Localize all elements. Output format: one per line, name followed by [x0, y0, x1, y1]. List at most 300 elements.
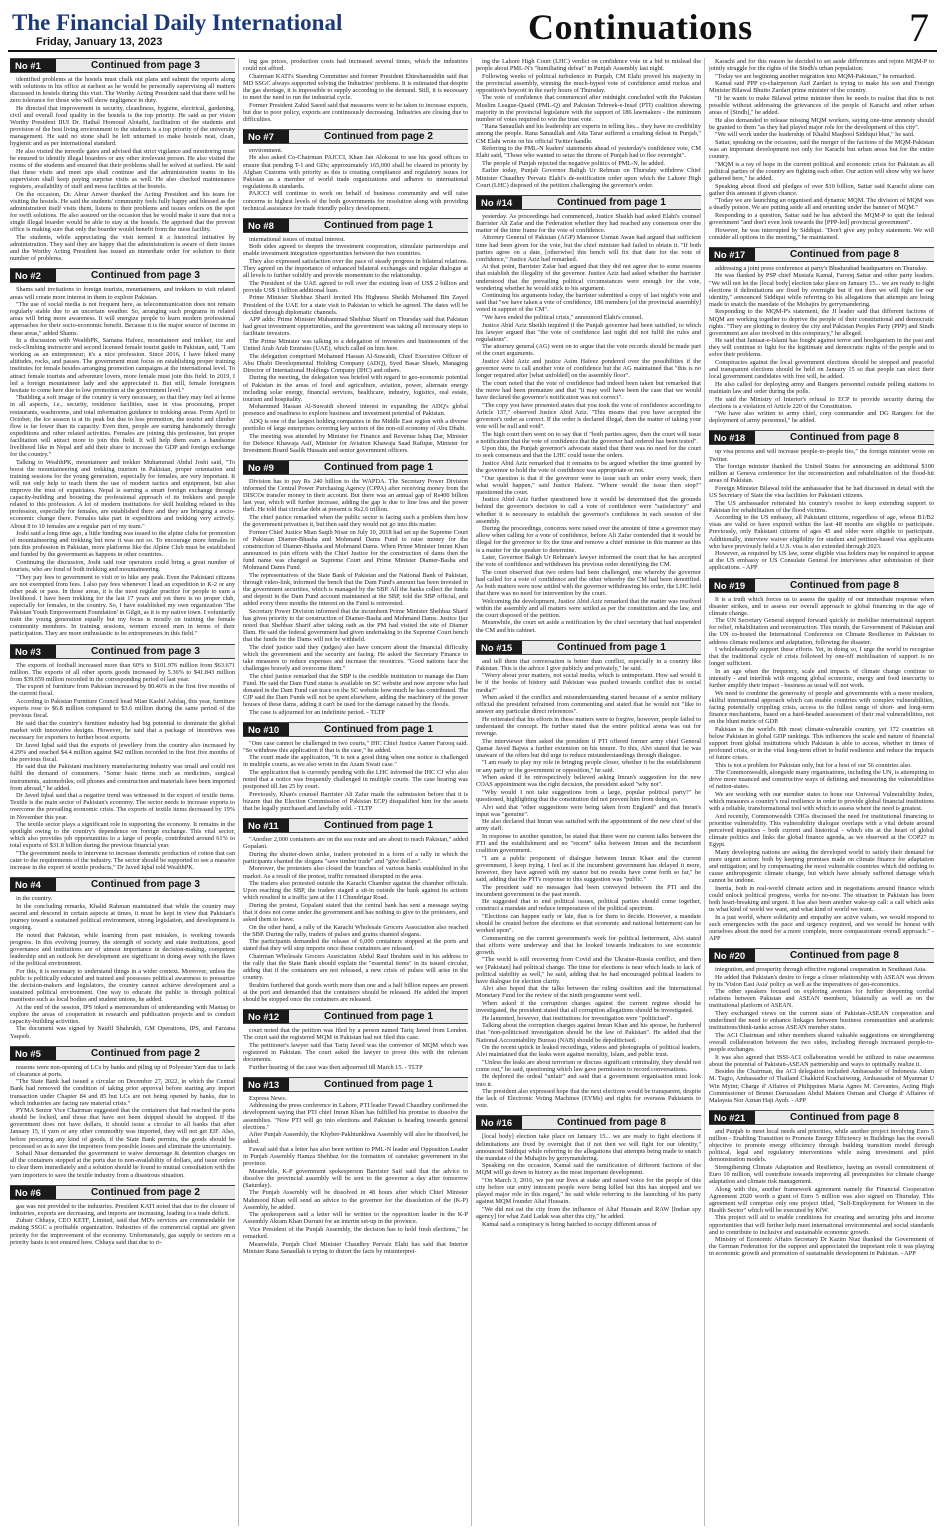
article-paragraph: He said that the country's furniture industry had big potential to dominate the global market with innovative designs. However, he said that a package of incentives was necessary for exporters to further boost exports. — [10, 719, 235, 741]
article-paragraph: It was also agreed that ISSI-ACI collaboration would be utilized to raise awareness about the potential of Pakistan-ASEAN partnership and ways to optimally realize it. — [709, 1053, 934, 1068]
article-paragraph: Pakistan is the world's 8th most climate-vulnerable country, yet 172 countries sit below Pakistan in global GDP rankings. This influences the scale and nature of financial support from global institutions which Pakistan is able to access, whether in times of profound crisis, or in the vital long-term effort to build resilience and reduce the impacts of future crises. — [709, 725, 934, 762]
article-paragraph: Dr Javed Iqbal said that the exports of jewellery from the country also increased by 4.29% and reached $4.4 million against $42 million recorded in the first five months of the previous fiscal. — [10, 741, 235, 763]
article-paragraph: And recently, Commonwealth CHGs discussed the need for institutional financing to prioritise vulnerability. This vulnerability dialogue overlaps with a vital debate around perceived injustices - both current and historical - which sits at the heart of global climate politics and links the global finance agenda, as we observed at the COP27 in Egypt. — [709, 812, 934, 849]
article-paragraph: In response to another question, he stated that there were no current talks between the PTI and the establishment and no "recent" talks between Imran and the incumbent coalition government. — [476, 832, 701, 855]
article-paragraph: The Commonwealth, alongside many organisations, including the UN, is attempting to drive more nuanced and constructive ways of defining and measuring the vulnerabilities of nation-states. — [709, 769, 934, 791]
article-body — [709, 448, 934, 571]
article-paragraph: Sattar, speaking on the occasion, said the merger of the factions of the MQM-Pakistan was an important development not only for Karachi but urban areas but for the entire country. — [709, 139, 934, 161]
page-number: 7 — [909, 5, 929, 50]
article-paragraph: environment. — [249, 146, 283, 154]
article-paragraph: "They pay fees to government to visit or to hike any peak. Even the Pakistani citizens are not exempted from fees. I also pay fees whenever I lead an expedition to K-2 or any other peak or pass. In those areas, it is the most regular practice for people to earn a livelihood. I have been trekking for the last 17 years and yet there is no proper club, especially for females, in the country. So, I have established my own organization 'The Pakistan Youth Empowerment Foundation' in Gilgit, as it is my native town. I voluntarily train the young generation equally but my focus is mostly on training the female community members. In training sessions, women exceed men in terms of their participation. They are more enthusiastic to be entrepreneurs in this field." — [10, 573, 235, 638]
article-paragraph: Talking about the corruption charges against Imran Khan and his spouse, he furthered that "non-politicised investigation should be the law of Pakistan". He added that the National Accountability Bureau (NAB) should be depoliticised. — [476, 1022, 701, 1044]
article-continuation-title: Continued from page 3 — [91, 645, 200, 657]
article-paragraph: According to the US embassy, all Pakistani citizens, regardless of age, whose B1/B2 visas are valid or have expired within the last 48 months are eligible to participate. Previously, only Pakistani citizens of ages 45 and older were eligible to participate. Additionally, interview waiver eligibility for student and petition-based visa applicants who have previously held a U.S. visa is also extended through 2023. — [709, 514, 934, 550]
article-continuation-title: Continued from page 3 — [91, 879, 200, 891]
article-continuation-title: Continued from page 1 — [557, 196, 666, 208]
article-paragraph: The chief justice remarked that the SBP is the credible institution to manage the Dam Fund. He said the Dam Fund status is available on SC website and now anyone who had donated in the Dam Fund can trace on the SC website how much he has contributed. The CJP said the Dam Funds will not be spent elsewhere, adding the machinery of the power houses of these dams, adding it can't be used for the damage caused by the floods. — [243, 672, 468, 708]
article-header — [10, 268, 235, 283]
article-paragraph: Welcoming the development, Justice Abid Aziz remarked that the matter was resolved within the assembly and all matters were settled as per the constitution and the law, and the court disposed of the petition. — [476, 597, 701, 619]
article-paragraph: Chairman Wholesale Grocers Association Abdul Rauf Ibrahim said in his address to the rally that the State Bank should explain the "essential items" in its issued circular, adding that if the containers are not released, a new crisis of pulses will arise in the country. — [243, 953, 468, 982]
article-paragraph: When asked if the corruption charges against the current regime should be investigated, the president stated that all corruption allegations should be investigated. — [476, 1000, 701, 1015]
article-paragraph: The students, while appreciating the visit termed it a historical initiative by administration. They said they are happy that the administration is aware of their issues and the Worthy Acting President has issued an immediate order for solution to their number of problems. — [10, 234, 235, 263]
article-paragraph: He added that Pakistan's desire to forge a closer relationship with ASEAN was driven by its 'Vision East Asia' policy as well as the imperatives of geo-economics. — [709, 973, 934, 988]
article-paragraph: Commenting on the current government's work for political betterment, Alvi stated that efforts were underway and that he looked towards indicators to see economic growth. — [476, 934, 701, 956]
article-paragraph: The exports of football increased more than 60% to $101.976 million from $63.671 million. The exports of all other sports goods increased by 5.36% to $41.843 million from $39.659 million recorded in the corresponding period of last year. — [10, 661, 235, 683]
article-paragraph: Conspiracies against the local government elections should be stopped and peaceful and transparent elections should be held on January 15 so that people can elect their local government candidates with free will, he added. — [709, 359, 934, 381]
article-paragraph: The president said no messages had been conveyed between the PTI and the incumbent government in the past month. — [476, 883, 701, 898]
column-3 — [476, 58, 701, 1526]
article-paragraph: "One case cannot be challenged in two courts," IHC Chief Justice Aamer Farooq said. "So withdraw this application if that is the case," he added. — [243, 739, 468, 754]
article-paragraph: Prime Minister Shehbaz Sharif invited His Highness Sheikh Mohamed Bin Zayed President of the UAE for a state visit to Pakistan to which he agreed. The dates will be decided through diplomatic channels. — [243, 294, 468, 316]
article-paragraph: The textile sector plays a significant role in supporting the economy. It remains in the spotlight owing to the country's dependence on foreign exchange. This vital sector, which also provides job opportunities to a large of people, contributed around 61% to total exports of $31.8 billion during the previous financial year. — [10, 821, 235, 850]
article-paragraph: gas was not provided to the industries. President KATI noted that due to the closure of industries, exports are decreasing, and imports are increasing, leading to a trade deficit. — [10, 1202, 235, 1217]
article — [243, 1009, 468, 1071]
article-paragraph: "Another 2,000 containers are on the sea route and are about to reach Pakistan," added Gopalani. — [243, 836, 468, 851]
article — [243, 58, 468, 123]
article — [243, 218, 468, 454]
column-divider — [471, 58, 472, 1526]
article-paragraph: I wholeheartedly support these efforts. Yet, in doing so, I urge the world to recognise that the traditional cycle of crisis followed by one-off mobilisation of support is no longer sufficient. — [709, 646, 934, 668]
article-number: No #5 — [10, 1047, 56, 1060]
article — [10, 1046, 235, 1179]
article-paragraph: This is not a problem for Pakistan only, but for a host of our 56 countries also. — [715, 761, 912, 769]
article-number: No #4 — [10, 878, 56, 891]
article-paragraph: On the other hand, a rally of the Karachi Wholesale Grocers Association also reached the SBP. During the rally, traders of pulses and grains chanted slogans. — [243, 923, 468, 938]
article-continuation-title: Continued from page 1 — [324, 1011, 433, 1023]
article-body — [10, 662, 235, 872]
article-paragraph: "We will work under the leadership of Khalid Maqbool Siddiqui bhai," he said. — [715, 131, 915, 139]
article-paragraph: Alvi said that "other suggestions were being taken from England" and that Imran's input was "genuine". — [476, 803, 701, 818]
article-paragraph: "The government needs to intervene to increase domestic production of cotton that can cater to the requirements of the industry. The sector should be supported to see a massive increase in the export of textile products," Dr Javed Iqbal told WealthPK. — [10, 849, 235, 872]
article-paragraph: During the proceedings, concerns were raised over the amount of time a governor may allow when calling for a vote of confidence, before Ali Zafar contended that it would be illegal for the governor to fix the time and remove a chief minister in this manner as this is a matter for the speaker to determine. — [476, 525, 701, 554]
article-paragraph: The ACI Chairman and other members shared valuable suggestions on strengthening overall collaboration between the two sides, including through increased people-to-people exchanges. — [709, 1031, 934, 1054]
article-paragraph: When asked if the conflict and misunderstanding started because of a senior military official the president refrained from commenting and stated that he would not "like to answer any particular direct references". — [476, 694, 701, 716]
article-body — [476, 213, 701, 634]
article-paragraph: In an age when the frequency, scale and impacts of climate change continue to intensify - and interlink with ongoing global economic, energy and food insecurity to further amplify their impact - business as usual will not work. — [709, 667, 934, 690]
section-title: Continuations — [528, 7, 753, 47]
article-paragraph: "Rana Sanaullah and his leadership are experts in telling lies... they have no credibility among the people. Rana Sanaullah and Atta Tarar suffered a crushing defeat in Punjab," CM Elahi wrote on his official Twitter handle. — [476, 123, 701, 145]
article-paragraph: The UN Secretary General stepped forward quickly to mobilise international support for relief, rehabilitation and reconstruction. This month, the Government of Pakistan and the UN co-hosted the International Conference on Climate Resilience in Pakistan to address climate resilience and adaptation, following the disaster. — [709, 617, 934, 646]
article-paragraph: Meanwhile, the court set aside a notification by the chief secretary that had suspended the CM and his cabinet. — [476, 619, 701, 634]
article-paragraph: For this, it is necessary to understand things in a wider context. Moreover, unless the public is politically educated and trained and possesses political awareness to pressurize the decision-makers and legislators, the country cannot achieve development and a sustained political environment. One way to educate the public is through political manifesto such as local bodies and student unions, he added. — [10, 967, 235, 1004]
article-paragraph: Division has to pay Rs 240 billion to the WAPDA. The Secretary Power Division informed the Central Power Purchasing Agency (CPPA) after receiving money from the DISCOs transfer money in their account. But there was an annual gap of Rs400 billion last year, which will further increase, adding the gap is due to line loss and the power theft. He told that circular debt at present is Rs2.6 trillion. — [243, 478, 468, 514]
article — [709, 430, 934, 571]
article-paragraph: "Today we are launching an organised and dynamic MQM. The division of MQM was a deadly poison. We are putting aside all and reuniting under the banner of MQM." — [709, 197, 934, 212]
article-body — [709, 1128, 934, 1258]
article — [243, 129, 468, 212]
article-paragraph: He said that Jamaat-e-Islami has fought against terror and hooliganism in the past and they will continue to fight for the legitimate and democratic rights of the people and to solve their problems. — [709, 337, 934, 359]
article-paragraph: Secretary Power Division informed that the incumbent Prime Minister Shehbaz Sharif has given priority to the construction of Diamer-Basha and Mohmand Dams. Justice Ijaz noted that Shehbaz Sharif after taking oath as the PM had visited the site of Diamer Dam. He said the federal government had given undertaking to the Supreme Court bench that the funds for the Dams will not be withheld. — [243, 607, 468, 644]
newspaper-name: The Financial Daily International — [12, 10, 343, 35]
article — [476, 195, 701, 634]
article-body — [709, 58, 934, 241]
article-paragraph: ing the Lahore High Court (LHC) verdict on confidence vote in a bid to mislead the people about PML-N's "humiliating defeat" in Punjab Assembly last night. — [476, 58, 701, 73]
article-paragraph: Speaking about flood aid pledges of over $10 billion, Sattar said Karachi alone can gather this amount if given chance. — [709, 182, 934, 197]
article-paragraph: Justice Abid Aziz and justice Asim Hafeez pondered over the possibilities if the governor were to call another vote of confidence but the AG maintained that "this is no longer required after [what unfolded] on the assembly floor". — [476, 358, 701, 380]
article-paragraph: Continuing his arguments today, the barrister submitted a copy of last night's vote and said that "we have taken a vote of confidence, 186 members [of the provincial assembly] voted in support of the CM". — [476, 292, 701, 314]
article-paragraph: "I am a public proponent of dialogue between Imran Khan and the current government, I keep trying. I feel as if the incumbent government has delayed it more, however, they have agreed with my stance but no results have come forth so far," he said, adding that the PTI's response to this suggestion was "public." — [476, 854, 701, 883]
article-body — [476, 58, 701, 189]
article-paragraph: He reiterated that his efforts in these matters were to forgive, however, people failed to understand the concept. He further stated that the entire political arena was out for revenge. — [476, 715, 701, 738]
article-paragraph: They also expressed satisfaction over the pace of steady progress in bilateral relations. They agreed on the importance of enhanced bilateral exchanges and regular dialogue at all levels to further solidify and provide momentum to the relationship. — [243, 257, 468, 280]
article-paragraph: In a just world, where solidarity and empathy are active values, we would respond to such emergencies with the pace and urgency required, and we would be honest with ourselves about the need for a more complete, more compassionate overall approach." - APP — [709, 913, 934, 942]
article-continuation-title: Continued from page 1 — [324, 462, 433, 473]
article-number: No #3 — [10, 645, 56, 658]
article-paragraph: Fawad said that a letter has also been written to PML-N leader and Opposition Leader in Punjab Assembly Hamza Shehbaz for the formation of caretaker government in the province. — [243, 1145, 468, 1168]
article-paragraph: The court observed that two orders had been challenged, one whereby the governor had called for a vote of confidence and the other whereby the CM had been denotified. As both matters were now settled with the governor withdrawing his order, the LHC held that there was no need for intervention by the court. — [476, 568, 701, 598]
article-continuation-title: Continued from page 8 — [557, 1117, 666, 1129]
article-body — [243, 236, 468, 454]
article-number: No #2 — [10, 269, 56, 282]
article — [10, 1185, 235, 1246]
article-continuation-title: Continued from page 2 — [91, 1186, 200, 1198]
article-paragraph: The chief justice said they (judges) also have concern about the financial difficulty which the government and the security are facing. He asked the Secretary Finance to take measures to reduce expenses and increase the resources. "Good nations face the challenges bravely and overcome them." — [243, 643, 468, 672]
article-header — [10, 1046, 235, 1061]
article-continuation-title: Continued from page 8 — [790, 432, 899, 444]
article-paragraph: Besides the Chairman, the ACI delegation included Ambassador of Indonesia Adam M. Tugio, Ambassador of Thailand Chakkrid Krachaiwong, Ambassador of Myanmar U Win Myint; Charge d' Affaires of Philippines Maria Agnes M. Cervantes, Acting High Commissioner of Brunei Darussalam Abdul Mateen Osman and Charge d' Affaires of Malaysia Nor Aznan Haji Ayob. - APP — [709, 1068, 934, 1104]
article-body — [10, 76, 235, 262]
article-number: No #21 — [709, 1111, 755, 1124]
article-paragraph: Chairman KATI's Standing Committee and former President Ehteshamuddin said that MD SSGC always supported solving the Industries' problems. It is estimated that despite the gas shortage, it is impossible to supply according to the demand. Still, it is necessary to meet the need to run the industrial cycle. — [243, 72, 468, 101]
article-paragraph: "Our question is that if the governor were to issue such an order every week, then what would happen," said Justice Hafeez. "Where would the issue then stop?" questioned the court. — [476, 474, 701, 496]
article-paragraph: Foreign Minister Bilawal told the ambassador that he had discussed in detail with the US Secretary of State the visa facilities for Pakistani citizens. — [709, 484, 934, 499]
article-paragraph: Earlier today, Punjab Governor Baligh Ur Rehman on Thursday withdrew Chief Minister Chaudhry Pervaiz Elahi's de-notification order upon which the Lahore High Court (LHC) disposed of the petition challenging the governor's order. — [476, 167, 701, 189]
article-paragraph: However, he was interrupted by Siddiqui. "Don't give any policy statement. We will consider all options in the meeting," he maintained. — [709, 226, 934, 241]
article-paragraph: ADQ is one of the largest holding companies in the Middle East region with a diverse portfolio of large enterprises covering key sectors of the non-oil economy of Abu Dhabi. — [243, 418, 468, 433]
article-paragraph: The President of the UAE agreed to roll over the existing loan of US$ 2 billion and provide US$ 1 billion additional loan. — [243, 279, 468, 294]
article — [10, 58, 235, 262]
article-paragraph: Inertia, both in real-world climate action and in negotiations around finance which could unlock political progress, works for no-one. The situation in Pakistan has been both heart-breaking and urgent. It has also been another wake-up call: a call which asks us what kind of world we want, and what kind of world we want. — [709, 884, 934, 914]
article-paragraph: The Prime Minister was talking to a delegation of investors and businessmen of the United Arab Arab Emirates (UAE), which called on him here. — [243, 338, 468, 353]
article-paragraph: and tell them that conversation is better than conflict, especially in a country like Pakistan. This is the advice I give publicly and privately," he said. — [476, 657, 701, 672]
article-paragraph: The traders also protested outside the Karachi Chamber against the chamber officials. Upon reaching the SBP, the traders staged a sit-in outside the bank against its actions which resulted in a traffic jam at the I I Chundrigar Road. — [243, 880, 468, 902]
article-paragraph: Continuing the discussion, Joshi said tour operators could bring a great number of tourists, who are fond of both trekking and mountaineering. — [10, 559, 235, 574]
article-paragraph: Following weeks of political turbulence in Punjab, CM Elahi proved his majority in the provincial assembly, winning the much-hyped vote of confidence amid ruckus and opposition's boycott in the early hours of Thursday. — [476, 72, 701, 94]
column-1 — [10, 58, 235, 1526]
article-paragraph: During the shutter-down strike, traders protested in a form of a rally in which the participants chanted the slogans "save timber trade" and "give dollars". — [243, 850, 468, 865]
article-paragraph: The application that is currently pending with the LHC informed the IHC CJ who also noted that a notice was frequently challenged in multiple courts. The case hearing was postponed till Jan 25 by court. — [243, 768, 468, 791]
article-paragraph: Meanwhile, Punjab Chief Minister Chaudhry Pervaiz Elahi has said that Interior Minister Rana Sanaullah is trying to distort the facts by misinterpret- — [243, 1240, 468, 1255]
article-continuation-title: Continued from page 1 — [557, 641, 666, 653]
article — [709, 1110, 934, 1258]
article-paragraph: Sohail Nisar demanded the government to waive demurrage & detention charges on all the containers stopped at the ports due to non-availability of dollars, and issue orders to clear them immediately and a solution should be found to mutual consultation with the yarn importers to save the textile industry from a disastrous situation. — [10, 1150, 235, 1179]
article-paragraph: He lamented, however, that institutions for investigation were "politicised". — [482, 1014, 673, 1022]
article-paragraph: up visa process and will increase people-to-people ties," the foreign minister wrote on Twitter. — [709, 448, 934, 463]
article-paragraph: [local body] election take place on January 15... we are ready to fight elections if delimitations are fixed by overnight that if not then we will fight for our identity," announced Siddiqui while referring to the allegations that attempts being made to snatch the mandate of the Muhajirs by gerrymandering. — [476, 1133, 701, 1162]
article-paragraph: The delegation comprised Mohamed Hassan Al-Suwaidi, Chief Executive Officer of Abu Dhabi Developmental Holding Company (ADQ), Syed Basar Shueb, Managing Director of International Holdings Company (IHC) and others. — [243, 352, 468, 374]
article-header — [709, 948, 934, 963]
masthead — [8, 6, 937, 56]
article-paragraph: Responding to a question, Sattar said he has advised the MQM-P to quit the federal government "and don't even look towards the [PPP-led] provincial government". — [709, 211, 934, 227]
article-paragraph: He directed that improvement in security, cleanliness, hygiene, electrical, gardening, civil and overall food quality in the hostels is the top priority. He said as per vision Worthy President IIUI Dr. Hathal Homoud Alotaibi, facilitation of the students and provision of the best living environment to the students is a top priority of the university management. He said no stone shall be left unturned to make hostels neat, clean, hygienic and as per international standard. — [10, 104, 235, 148]
article-paragraph: Alvi also hoped that the talks between the ruling coalition and the International Monetary Fund for the review of the ninth programme went well. — [476, 985, 701, 1000]
article-paragraph: and Punjab to meet local needs and priorities, while another project involving Euro 5 million - Enabling Transition to Promote Energy Efficiency in Buildings has the overall objective to promote energy efficiency through building transition model through political, legal and regulatory interventions while using investment and pilot demonstration models. — [709, 1127, 934, 1164]
article — [476, 640, 701, 1110]
article-body — [709, 265, 934, 425]
article-header — [10, 58, 235, 73]
article-paragraph: PAJCCI will continue to work on behalf of business community and will raise concerns to highest levels of the both governments for resolution along with providing technical assistance for trade friendly policy development. — [243, 190, 468, 212]
article-paragraph: addressing a joint press conference at party's Bhadurabad headquarters on Thursday. — [715, 264, 928, 272]
article-paragraph: integration, and prosperity through effective regional cooperation in Southeast Asia. — [715, 966, 927, 973]
article-paragraph: He also declared that Imran was satisfied with the appointment of the new chief of the army staff. — [476, 818, 701, 833]
article-paragraph: He said the Ministry of Interior's refusal to ECP to provide security during the elections is a violation of Article 220 of the Constitution. — [709, 395, 934, 410]
article-paragraph: Zubair Chhaya, CEO KETF, Limited, said that MD's services are commendable for making SSGC a profitable organization. Industries of the commercial capital are given priority for the improvement of the economy. Unfortunately, gas supply to sectors on a priority basis is not ensured here. Chhaya said that due to ri- — [10, 1217, 235, 1246]
article-paragraph: The spokesperson said a letter will be written to the opposition leader in the K-P Assembly Akram Khan Durrani for an interim set-up in the province. — [243, 1211, 468, 1226]
article-paragraph: "Building a soft image of the country is very necessary, so that they may feel at home in all aspects, i.e., security, residence facilities, ease in visa processing, proper restaurants, washrooms, and total information guidance to trekking areas. From April to October, the ice season is at its peak but due to less promotion, the tourist and climber flow is far lower than its capacity. Even then, people are earning handsomely through expeditions and other related activities. Females are joining this profession, but proper facilitation will attract more to join this field. It will help them earn a handsome livelihood like in Nepal and add their share to increase the GDP and foreign exchange for the country." — [10, 394, 235, 459]
article-paragraph: He also called for deploying army and Rangers personnel outside polling stations to maintain law and order during the polls. — [709, 380, 934, 395]
article-paragraph: Later, Governor Baligh Ur Rehman's lawyer informed the court that he has accepted the vote of confidence and withdrawn his previous order denotifying the CM. — [476, 554, 701, 569]
article-header — [709, 247, 934, 262]
article-paragraph: The case is adjourned for an indefinite period. - TLTP — [249, 708, 385, 716]
article-paragraph: This project will aid to enable conditions for creating and securing jobs and income opportunities that will further help meet international environmental and social standards and to contribute to inclusive and sustainable economic growth. — [709, 1214, 934, 1236]
article-paragraph: "The copy you have presented states that you took the vote of confidence according to Article 137," observed Justice Abid Aziz. "This means that you have accepted the governor's order as correct. If the order is declared illegal, then the matter of taking your vote will be null and void". — [476, 401, 701, 430]
article-paragraph: "We have ended the political crisis," announced Elahi's counsel. — [482, 314, 644, 321]
article-paragraph: On the occasion, Dr. Abrar Anwer thanked the Acting President and his team for visiting the hostels. He said the students' community feels fully happy and blessed as the administration itself visits them, listens to their problems and issues orders on the spot for swift solutions. He also assured on the occasion that he would make it sure that not a single illegal boarder would be able to stay at the hostels. He apprised that the provost office is making sure that only the boarder would benefit from the mess facility. — [10, 191, 235, 234]
article-paragraph: They exchanged views on the current state of Pakistan-ASEAN cooperation and underlined the need to enhance linkages between business communities and academic institutions/think-tanks across ASEAN member states. — [709, 1010, 934, 1032]
article-paragraph: identified problems at the hostels must chalk out plans and submit the reports along with solutions in his office at earliest as he would be personally supervising all matters discussed in hostels during this visit. The Worthy Acting President said that there will be zero tolerance for those who will show negligence in duty. — [10, 76, 235, 105]
article-paragraph: "The use of social media is not frequent here, as telecommunication does not remain regularly stable due to an uncertain weather. So, arranging such programs in related areas will bring more awareness. It will energize people to learn modern professional approaches for their socio-economic benefit. Because it is the major source of income in these areas," added Shams. — [10, 301, 235, 337]
article-paragraph: According to Pakistan Furniture Council head Mian Kashif Ashfaq, this year, furniture exports rose to $6.8 million compared to $3.6 million during the same period of the previous fiscal. — [10, 698, 235, 720]
article-paragraph: international issues of mutual interest. — [249, 235, 346, 243]
article — [243, 1077, 468, 1255]
article — [709, 58, 934, 241]
article-paragraph: Strengthening Climate Adaptation and Resilience, having an overall commitment of Euro 10 million, will contribute towards improving all prerequisites for climate change adaptation and climate risk management. — [709, 1163, 934, 1185]
article — [10, 644, 235, 872]
article-paragraph: "The world is still recovering from Covid and the Ukraine-Russia conflict, and then we [Pakistan] had political change. The time for elections is near which leads to lack of political stability as well," he said, adding that he had encouraged political leaders to have dialogue for election clarity. — [476, 956, 701, 985]
article-paragraph: Justice Abid Aziz remarked that it remains to be argued whether the time granted by the governor to hold the vote of confidence was appropriate or not. — [476, 459, 701, 474]
article-paragraph: Kamal said PPP co-chairperson Asif Zardari is trying to make his son and Foreign Minister Bilawal Bhutto Zardari prime minister of the country. — [709, 80, 934, 95]
article-body — [10, 1064, 235, 1179]
article-paragraph: Express News. — [249, 1094, 287, 1102]
article-paragraph: At that point, Barrister Zafar had argued that they did not agree due to some reasons that establish the illegality of the governor. Justice Aziz had asked whether the barrister understood that the prevailing political circumstances were enough for the vote, wondering whether he would stick to his argument. — [476, 263, 701, 292]
article-number: No #14 — [476, 196, 522, 209]
article-number: No #1 — [10, 59, 56, 72]
article-body — [243, 58, 468, 123]
article-paragraph: "Today we are beginning another migration into MQM-Pakistan," he remarked. — [715, 72, 916, 80]
article — [10, 877, 235, 1039]
article-paragraph: Attorney General of Pakistan (AGP) Mansoor Usman Awan had argued that sufficient time had been given for the vote, but the chief minister had failed to obtain it. "If both parties agree on a date, [otherwise] this bench will fix that date for the vote of confidence," Justice Aziz had remarked. — [476, 234, 701, 263]
article-body — [10, 895, 235, 1039]
article-paragraph: The people of Punjab rejected the negative politics of PML-N, he added. — [482, 159, 666, 167]
article-number: No #10 — [243, 723, 289, 736]
article-continuation-title: Continued from page 3 — [91, 270, 200, 282]
article-body — [243, 836, 468, 1003]
article-paragraph: Joshi said a long time ago, a little funding was issued to the alpine clubs for promotion of mountaineering and trekking but now it was not so. To encourage more females to join this profession in Pakistan, more platforms like the Alpine Club must be established and funded by the government as happens in other countries. — [10, 530, 235, 559]
article-continuation-title: Continued from page 8 — [790, 579, 899, 591]
article-paragraph: He suggested that to end political issues, political parties should come together, construct a mandate and reduce temperatures of the political spectrum. — [476, 898, 701, 913]
article-paragraph: Further hearing of the case was then adjourned till March 15. - TLTP — [249, 1063, 423, 1071]
article-paragraph: "Worry about your matters, not social media, which is unimportant. How sad would it be if the books of history said Pakistan was pushed towards conflict due to social media?" — [476, 672, 701, 694]
article-paragraph: in the country. — [16, 895, 53, 903]
article-header — [243, 129, 468, 144]
article-paragraph: Justice Abid Aziz Sheikh inquired if the Punjab governor had been satisfied, to which his lawyer argued that "the vote of confidence last night did not fulfil the rules and regulations". — [476, 321, 701, 343]
article-paragraph: The interviewer then asked the president if PTI offered former army chief General Qamar Javed Bajwa a further extension on his tenure. To this, Alvi stated that he was unaware of the offers but did urge to reduce misunderstandings through dialogue. — [476, 737, 701, 759]
article-paragraph: Shams said invitations to foreign tourists, mountaineers, and trekkers to visit related areas will create more interest in them to explore Pakistan. — [10, 286, 235, 301]
article-continuation-title: Continued from page 1 — [324, 723, 433, 735]
article — [476, 1115, 701, 1227]
article-paragraph: Former President Zahid Saeed said that measures were to be taken to increase exports, but due to poor policy, exports are continuously decreasing. Industries are closing due to difficulties. — [243, 101, 468, 123]
article-header — [243, 1009, 468, 1024]
article — [709, 948, 934, 1104]
article-paragraph: The high court then went on to say that if "both parties agree, then the court will issue a notification that the vote of confidence that the governor had ordered has been tested". — [476, 430, 701, 445]
article-paragraph: After Punjab Assembly, the Khyber-Pakhtunkhwa Assembly will also be dissolved, he added. — [243, 1131, 468, 1146]
article-paragraph: It is a truth which forces us to assess the quality of our immediate response when disaster strikes, and to assess our overall approach to global financing in the age of climate change. — [709, 595, 934, 617]
article-header — [709, 578, 934, 593]
article-header — [476, 1115, 701, 1130]
article-paragraph: ing gas prices, production costs had increased several times, which the industries could not afford. — [243, 58, 468, 73]
column-4 — [709, 58, 934, 1526]
article-header — [709, 430, 934, 445]
article-paragraph: In a discussion with WealthPK, Samana Hafeez, mountaineer and trekker, ice and rock-climbing instructor and second licensed female tourist guide in Pakistan, said, "I am working as an entrepreneur; it's a nice profession. Since 2016, I have hiked many altitudes, rocks, and passes. The government must focus on establishing proper training institutes for female besides arranging promotion campaigns at the international level. To attract female tourists and adventure lovers, more female must join this field. In 2019, I led a foreign mountaineer lady and she appreciated it. But still, female foreigners hesitate to come here due to low promotion at the government level." — [10, 337, 235, 394]
article-paragraph: The court noted that the vote of confidence had indeed been taken but remarked that the move had been premature and that "it may well have been the case that we would have declared the governor's notification was not correct". — [476, 379, 701, 402]
article-paragraph: "I am ready to play my role in bringing people closer, whether it be the establishment or any party or the government or opposition," he said. — [476, 759, 701, 774]
article-paragraph: The attorney general (AG) went on to argue that the vote records should be made part of the court arguments. — [476, 343, 701, 358]
article-paragraph: APP adds: Prime Minister Muhammad Shehbaz Sharif on Thursday said that Pakistan had great investment opportunities, and the government was taking all necessary steps to facilitate investors. — [243, 316, 468, 338]
article-body — [10, 1203, 235, 1246]
article-number: No #8 — [243, 219, 289, 232]
article-number: No #15 — [476, 641, 522, 654]
article-body — [476, 1133, 701, 1227]
article-number: No #18 — [709, 431, 755, 444]
article-continuation-title: Continued from page 1 — [324, 1078, 433, 1090]
article-paragraph: The meeting was attended by Minister for Finance and Revenue Ishaq Dar, Minister for Defence Khawaja Asif, Minister for Aviation Khawaja Saad Rafique, Minister for Investment Board Saalik Hussain and senior government officers. — [243, 432, 468, 454]
article-body — [243, 1027, 468, 1071]
article-paragraph: On the recent uptick in leaked recordings, videos and photographs of political leaders, Alvi maintained that the leaks were against morality, Islam, and public trust. — [476, 1044, 701, 1059]
article-paragraph: "We did not eat the city from the influence of Altaf Hussain and RAW [Indian spy agency] for what Zaid Ladak was after this city," he added. — [476, 1205, 701, 1220]
article-header — [10, 877, 235, 892]
article-paragraph: Responding to the MQM-P's statement, the JI leader said that different factions of MQM are working together to deprive the people of their constitutional and democratic rights. "They are plotting to destroy the city and Pakistan Peoples Party (PPP) and Sindh government are also involved in this conspiracy," he alleged. — [709, 308, 934, 337]
article-number: No #11 — [243, 819, 289, 832]
article-paragraph: yesterday. As proceedings had commenced, Justice Shaikh had asked Elahi's counsel Barrister Ali Zafar and the Federation whether they had reached any consensus over the matter of the time frame for the vote of confidence. — [476, 212, 701, 234]
article-paragraph: Vice President of the Punjab Assembly, the decision has to hold fresh elections," he remarked. — [243, 1225, 468, 1241]
article-continuation-title: Continued from page 1 — [324, 219, 433, 231]
article-number: No #17 — [709, 248, 755, 261]
article-paragraph: He also visited the terrestle gates and advised that strict vigilance and monitoring must be ensured to identify illegal boarders or any other irrelevant person. He also visited the rooms of the students and ensured that their problems shall be solved at earliest. He said that these visits and meet ups shall continue and the administration teams in his supervision shall keep paying surprise visits as well. He also checked maintenance registers, availability of staff and mess facilities at the hostels. — [10, 147, 235, 191]
article-paragraph: Meanwhile, K-P government spokesperson Barrister Saif said that the advice to dissolve the provincial assembly will be sent to the governor a day after tomorrow (Saturday). — [243, 1167, 468, 1189]
article-paragraph: "We have also written to army chief, corp commander and DG Rangers for the deployment of army personnel," he added. — [709, 410, 934, 425]
article-continuation-title: Continued from page 2 — [324, 130, 433, 142]
article-number: No #12 — [243, 1010, 289, 1023]
article-paragraph: The representatives of the State Bank of Pakistan and the National Bank of Pakistan, through video-link, informed the bench that the Dam Fund's amount has been invested in the government securities, which is managed by the SBP. All the banks collect the funds and deposit in the Dam Fund account maintained at the SBP, told the SBP official, and added every three months the interest on the Fund is reinvested. — [243, 571, 468, 608]
article — [10, 268, 235, 637]
article-paragraph: During the protest, Gopalani stated that the central bank has sent a message saying that it does not come under the government and has nothing to give to the protesters, and asked them to leave. — [243, 901, 468, 924]
article-paragraph: Upon this, the Punjab governor's advocate stated that there was no need for the court to seek consensus and that the LHC could issue the orders. — [476, 445, 701, 460]
article-body — [243, 147, 468, 212]
article-paragraph: He noted that Pakistan, while learning from past mistakes, is working towards progress. In this evolving journey, the strength of society and state institutions, good governance and institutions are of utmost importance in decision-making, competent leadership and an outlook for development are significant in doing away with the flaws of the political environment. — [10, 931, 235, 968]
article-body — [10, 286, 235, 637]
article-header — [243, 218, 468, 233]
article-body — [243, 1095, 468, 1255]
article-paragraph: He said that the Pakistani machinery manufacturing industry was small and could not fulfil the demand of consumers. "Some basic items such as medicines, surgical instruments, automobiles, cell phones and construction and materials have been imported from abroad," he added. — [10, 763, 235, 792]
article-paragraph: Moreover, the protesters also closed the branches of various banks established in the market. As a result of the protest, traffic remained disrupted in the area. — [243, 865, 468, 880]
article-paragraph: The vote of confidence that commenced after midnight concluded with the Pakistan Muslim League-Quaid (PML-Q) and Pakistan Tehreek-e-Insaf (PTI) coalition showing majority in the provincial legislature with the support of 186 lawmakers - the minimum number of votes required to win the trust vote. — [476, 94, 701, 123]
article-paragraph: Former Chief Justice Mian Saqib Nisar on July 10, 2018 had set up the Supreme Court of Pakistan Diamer-Bhasha and Mohmand Dams Fund to raise money for the construction of Diamer-Bhasha and Mohmand Dams. When Prime Minister Imran Khan announced to join efforts with the Chief Justice for the construction of dams then the fund name was changed as Supreme Court and Prime Minister Diamer-Basha and Mohmand Dams Fund. — [243, 528, 468, 572]
article-paragraph: Kamal said a conspiracy is being hatched to occupy different areas of — [482, 1220, 657, 1228]
article-header — [476, 640, 701, 655]
article-paragraph: During the meeting, the delegation was briefed with regard to geo-economic potential of Pakistan in the areas of food and agriculture, aviation, power, alternate energy including solar energy, financial services, healthcare, industry, logistics, real estate, tourism and hospitality. — [243, 374, 468, 403]
article-number: No #16 — [476, 1116, 522, 1129]
column-divider — [704, 58, 705, 1526]
article — [709, 247, 934, 425]
article-header — [10, 644, 235, 659]
article-header — [10, 1185, 235, 1200]
article-paragraph: "Why would I not take suggestions from a large, popular political party?" he questioned, highlighting that the constitution did not prevent him from doing so. — [476, 788, 701, 803]
article-number: No #20 — [709, 949, 755, 962]
article-paragraph: The chief justice remarked when the public sector is facing such a problem then how the government privatises it, but then said they would not go into this matter. — [243, 513, 468, 529]
article-paragraph: The foreign minister thanked the United States for announcing an additional $100 million at Geneva conference for the reconstruction and rehabilitation of the flood-hit areas of Pakistan. — [709, 463, 934, 485]
article-paragraph: Referring to the PML-N leaders' statements ahead of yesterday's confidence vote, CM Elahi said, "Those who wanted to seize the throne of Punjab had to flee overnight". — [476, 145, 701, 160]
article-number: No #13 — [243, 1078, 289, 1091]
article-header — [243, 1077, 468, 1092]
article-paragraph: The petitioner's lawyer said that Tariq Javed was the convenor of MQM which was registered in Pakistan. The court asked the lawyer to prove this with the relevant documents. — [243, 1041, 468, 1064]
article — [243, 460, 468, 716]
article-paragraph: The US ambassador reiterated his country's resolve to keep extending support to Pakistan for rehabilitation of the flood victims. — [709, 499, 934, 514]
article-number: No #19 — [709, 579, 755, 592]
article-paragraph: Many developing nations are asking the developed world to satisfy their demand for more urgent action: both by keeping promises made on climate finance for adaptation and mitigation; and by compensating the most vulnerable countries which did nothing to cause anthropogenic climate change, but which have already suffered damage which cannot be undone. — [709, 848, 934, 885]
article-paragraph: He was flanked by PSP chief Mustafa Kamal, Farooq Sattar and other party leaders. "We will not let the [local body] election take place on January 15... we are ready to fight elections if delimitations are fixed by overnight but if not then we will fight for our identity," announced Siddiqui while referring to his allegations that attempts are being made to snatch the mandate of the Mohajirs by gerrymandering. — [709, 272, 934, 308]
article-paragraph: court noted that the petition was filed by a person named Tariq Javed from London. The court said the registered MQM in Pakistan had not filed this case. — [243, 1027, 468, 1042]
article-body — [709, 596, 934, 943]
article-paragraph: The Punjab Assembly will be dissolved in 48 hours after which Chief Minister Mahmood Khan will send an advice to the governor for the dissolution of the (K-P) Assembly, he added. — [243, 1189, 468, 1211]
article-paragraph: "If he wants to make Bilawal prime minister then he needs to realise that this is not possible without addressing the grievances of the people of Karachi and other urban areas of [Sindh]," he added. — [709, 94, 934, 117]
issue-date: Friday, January 13, 2023 — [36, 36, 163, 48]
article-paragraph: PYMA Senior Vice Chairman suggested that the containers that had reached the ports should be locked, and those that have not been shipped should be stopped. If the government does not have dollars, it should issue a circular to all banks that after January 15, if yarn or any other commodity was imported, they will not get EIF. Also, before procuring any kind of goods, if the State Bank permits, the goods should be processed so as to save the importers from possible losses and eliminate the uncertainty. — [10, 1107, 235, 1150]
article-continuation-title: Continued from page 3 — [91, 60, 200, 71]
article-paragraph: The court made the application, "It is not a good thing when one notice is challenged in multiple courts, as we also wrote in the Azam Swati case." — [243, 754, 468, 769]
article-header — [476, 195, 701, 210]
article-paragraph: The export of furniture from Pakistan increased by 80.46% in the first five months of the current fiscal. — [10, 683, 235, 698]
article-paragraph: Along with this, another framework agreement namely the Financial Cooperation Agreement 2020 worth a grant of Euro 5 million was also signed on Thursday. This agreement will comprise only one project titled, "Self-Employment for Women in the Health Sector" which will be executed by KfW. — [709, 1185, 934, 1214]
article-paragraph: At the end of the session, IPS inked a memorandum of understanding with Mantaq to explore the areas of cooperation in research and publication projects and to conduct capacity-building activities. — [10, 1003, 235, 1025]
article-header — [709, 1110, 934, 1125]
article-paragraph: Previously, Khan's counsel Barrister Ali Zafar made the submission before that it is bizarre that the Election Commission of Pakistan ECP) disqualified him for the assets that he legally purchased and lawfully sold. - TLTP — [243, 790, 468, 812]
article-paragraph: "The State Bank had issued a circular on December 27, 2022, in which the Central Bank had removed the condition of taking prior approval before starting any import transaction under Chapter 84 and 85 but LCs are not being opened by banks, due to which industries are facing raw material crisis." — [10, 1078, 235, 1107]
article-paragraph: When asked if he retrospectively believed asking Imran's suggestion for the new COAS appointment was the right decision, the president asked "why not". — [476, 774, 701, 789]
article-paragraph: Addressing the press conference in Lahore, PTI leader Fawad Chaudhry confirmed the development saying that PTI chief Imran Khan has fulfilled his promise to dissolve the assemblies. "Now PTI will go into elections and Pakistan is heading towards general elections." — [243, 1102, 468, 1131]
column-2 — [243, 58, 468, 1526]
article-body — [243, 478, 468, 716]
article-paragraph: Ministry of Economic Affairs Secretary Dr Kazim Niaz thanked the Government of the German Federation for the support and appreciated the important role it was playing in economic growth and promotion of sustainable development in Pakistan. - APP — [709, 1236, 934, 1258]
article-header — [243, 818, 468, 833]
article-paragraph: Both sides agreed to deepen the investment cooperation, stimulate partnerships and enable investment integration opportunities between the two countries. — [243, 243, 468, 258]
article-paragraph: However, as required by US law, some eligible visa holders may be required to appear at the US embassy or US Consulate General for interviews after submission of their applications. - APP — [709, 550, 934, 572]
article-body — [476, 658, 701, 1110]
article-paragraph: "Elections can happen early or late, that is for them to decide. However, a mandate should be created before the elections so that economic and national betterment can be worked upon". — [476, 912, 701, 935]
article-continuation-title: Continued from page 8 — [790, 950, 899, 961]
article-paragraph: Dr Javed Iqbal said that a negative trend was witnessed in the export of textile items. Textile is the main sector of Pakistan's economy. The sector needs to increase exports to overcome the prevailing economic crisis. The exports of textile items decreased by 19% in November this year. — [10, 792, 235, 821]
article-number: No #7 — [243, 130, 289, 143]
article-paragraph: The president also expressed hope that the next elections would be transparent, despite the lack of Electronic Voting Machines (EVMs) and rights for overseas Pakistanis to vote. — [476, 1088, 701, 1110]
article-paragraph: He deplored the ordeal "unfair" and said that a government organisation must look into it. — [476, 1073, 701, 1088]
article — [709, 578, 934, 943]
article-paragraph: Karachi and for this reason he decided to set aside differences and rejoin MQM-P to jointly struggle for the rights of the Sindh's urban population. — [709, 58, 934, 73]
article-number: No #9 — [243, 461, 289, 474]
article-body — [243, 740, 468, 812]
article-paragraph: In the concluding remarks, Khalid Rahman maintained that while the country may ascend and descend in certain aspects at times, it must be kept in view that Pakistan's journey toward a sustained political environment, strong legislation, and development is ongoing. — [10, 902, 235, 932]
article-paragraph: He also demanded to release missing MQM workers, saying one-time amnesty should be granted to them "as they had played major role for the development of this city". — [709, 116, 934, 131]
article-paragraph: Justice Abid Aziz further questioned how it would be determined that the grounds behind the governor's decision to call a vote of confidence were "satisfactory" and whether it is necessary to establish the governor's confidence in each session of the assembly. — [476, 496, 701, 525]
article-paragraph: We are working with our member states to hone our Universal Vulnerability Index, which measures a country's real resilience in order to provide global financial institutions with a reliable, transformational tool with which to assess where the need is greatest. — [709, 791, 934, 813]
article-continuation-title: Continued from page 2 — [91, 1047, 200, 1059]
article — [476, 58, 701, 189]
article — [243, 818, 468, 1003]
article-paragraph: "MQM is a ray of hope in the current political and economic crisis for Pakistan as all political parties of the country are fighting each other. Our action will show why we have gathered here," he added. — [709, 160, 934, 182]
article-paragraph: He also asked Co-Chairman PAJCCI, Khan Jan Alokozai to use his good offices to ensure that pending T-1 and GDs; approximately 165,000 shall be cleared in priority by Afghan Customs with priority as this is creating compliance and regulatory issues for Pakistan as a member of world trade organizations and adheres to international regulations & standards. — [243, 154, 468, 190]
article — [243, 722, 468, 812]
article-number: No #6 — [10, 1186, 56, 1199]
article-body — [709, 966, 934, 1104]
article-paragraph: Mohammed Hassan Al-Suwaidi showed interest in expanding the ADQ's global presence and readiness to explore business and investment potential of Pakistan. — [243, 403, 468, 418]
